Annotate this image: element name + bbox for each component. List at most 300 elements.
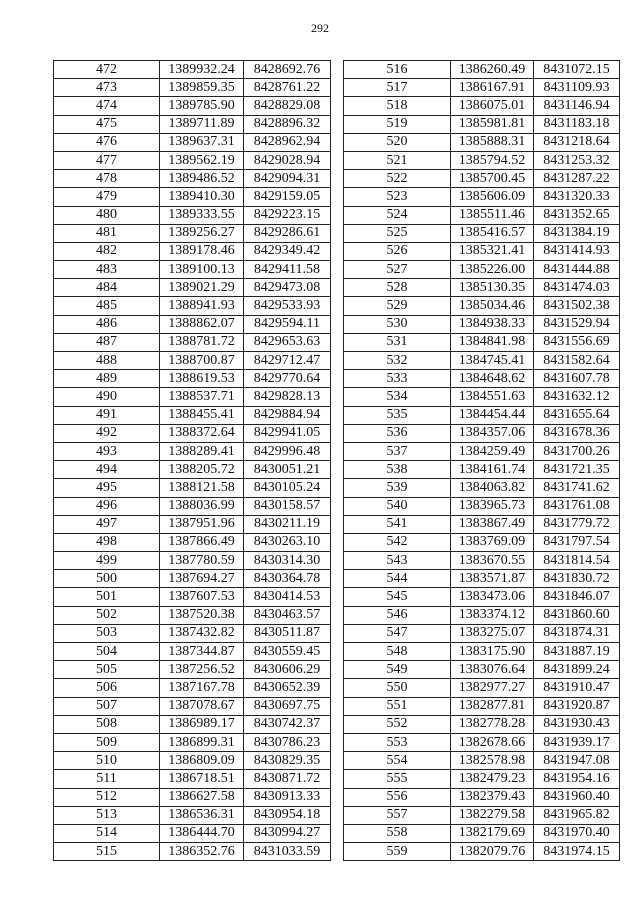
y-coordinate-cell: 8431072.15 <box>534 61 620 79</box>
y-coordinate-cell: 8431846.07 <box>534 588 620 606</box>
table-row <box>54 479 331 497</box>
x-coordinate-cell: 1389100.13 <box>160 261 244 279</box>
table-row <box>344 824 620 842</box>
y-coordinate-cell: 8430652.39 <box>244 679 331 697</box>
y-coordinate-cell: 8430954.18 <box>244 806 331 824</box>
y-coordinate-cell: 8430511.87 <box>244 624 331 642</box>
point-number-cell: 548 <box>344 643 451 661</box>
x-coordinate-cell: 1385034.46 <box>451 297 534 315</box>
table-row <box>54 333 331 351</box>
point-number-cell: 551 <box>344 697 451 715</box>
table-row <box>344 297 620 315</box>
table-row <box>344 151 620 169</box>
y-coordinate-cell: 8430742.37 <box>244 715 331 733</box>
x-coordinate-cell: 1383076.64 <box>451 661 534 679</box>
y-coordinate-cell: 8428692.76 <box>244 61 331 79</box>
table-row <box>54 606 331 624</box>
x-coordinate-cell: 1382179.69 <box>451 824 534 842</box>
x-coordinate-cell: 1385606.09 <box>451 188 534 206</box>
point-number-cell: 507 <box>54 697 160 715</box>
table-row <box>54 661 331 679</box>
y-coordinate-cell: 8429533.93 <box>244 297 331 315</box>
table-row <box>344 679 620 697</box>
point-number-cell: 539 <box>344 479 451 497</box>
point-number-cell: 481 <box>54 224 160 242</box>
y-coordinate-cell: 8431607.78 <box>534 370 620 388</box>
table-row <box>54 406 331 424</box>
x-coordinate-cell: 1382877.81 <box>451 697 534 715</box>
table-row <box>54 733 331 751</box>
y-coordinate-cell: 8430414.53 <box>244 588 331 606</box>
x-coordinate-cell: 1384357.06 <box>451 424 534 442</box>
x-coordinate-cell: 1389859.35 <box>160 79 244 97</box>
y-coordinate-cell: 8430559.45 <box>244 643 331 661</box>
coordinate-table-right <box>343 60 620 861</box>
x-coordinate-cell: 1384259.49 <box>451 442 534 460</box>
y-coordinate-cell: 8431797.54 <box>534 533 620 551</box>
point-number-cell: 534 <box>344 388 451 406</box>
y-coordinate-cell: 8431887.19 <box>534 643 620 661</box>
page-number: 292 <box>311 21 329 35</box>
y-coordinate-cell: 8429996.48 <box>244 442 331 460</box>
x-coordinate-cell: 1383769.09 <box>451 533 534 551</box>
x-coordinate-cell: 1384161.74 <box>451 461 534 479</box>
table-row <box>54 97 331 115</box>
table-row <box>344 442 620 460</box>
point-number-cell: 500 <box>54 570 160 588</box>
point-number-cell: 515 <box>54 843 160 861</box>
point-number-cell: 476 <box>54 133 160 151</box>
table-row <box>54 170 331 188</box>
table-row <box>54 752 331 770</box>
y-coordinate-cell: 8431502.38 <box>534 297 620 315</box>
x-coordinate-cell: 1384648.62 <box>451 370 534 388</box>
y-coordinate-cell: 8431414.93 <box>534 242 620 260</box>
point-number-cell: 542 <box>344 533 451 551</box>
x-coordinate-cell: 1385321.41 <box>451 242 534 260</box>
y-coordinate-cell: 8429653.63 <box>244 333 331 351</box>
point-number-cell: 531 <box>344 333 451 351</box>
point-number-cell: 510 <box>54 752 160 770</box>
x-coordinate-cell: 1385416.57 <box>451 224 534 242</box>
point-number-cell: 517 <box>344 79 451 97</box>
point-number-cell: 482 <box>54 242 160 260</box>
y-coordinate-cell: 8431954.16 <box>534 770 620 788</box>
table-row <box>54 588 331 606</box>
point-number-cell: 537 <box>344 442 451 460</box>
x-coordinate-cell: 1382379.43 <box>451 788 534 806</box>
x-coordinate-cell: 1386444.70 <box>160 824 244 842</box>
point-number-cell: 475 <box>54 115 160 133</box>
x-coordinate-cell: 1389785.90 <box>160 97 244 115</box>
x-coordinate-cell: 1382279.58 <box>451 806 534 824</box>
y-coordinate-cell: 8429884.94 <box>244 406 331 424</box>
x-coordinate-cell: 1388619.53 <box>160 370 244 388</box>
table-row <box>54 461 331 479</box>
y-coordinate-cell: 8431529.94 <box>534 315 620 333</box>
y-coordinate-cell: 8430364.78 <box>244 570 331 588</box>
table-row <box>54 552 331 570</box>
y-coordinate-cell: 8430051.21 <box>244 461 331 479</box>
point-number-cell: 479 <box>54 188 160 206</box>
y-coordinate-cell: 8429712.47 <box>244 352 331 370</box>
point-number-cell: 519 <box>344 115 451 133</box>
x-coordinate-cell: 1383275.07 <box>451 624 534 642</box>
x-coordinate-cell: 1385700.45 <box>451 170 534 188</box>
point-number-cell: 509 <box>54 733 160 751</box>
y-coordinate-cell: 8429094.31 <box>244 170 331 188</box>
point-number-cell: 529 <box>344 297 451 315</box>
x-coordinate-cell: 1387520.38 <box>160 606 244 624</box>
x-coordinate-cell: 1389410.30 <box>160 188 244 206</box>
point-number-cell: 559 <box>344 843 451 861</box>
table-row <box>344 733 620 751</box>
y-coordinate-cell: 8430829.35 <box>244 752 331 770</box>
x-coordinate-cell: 1386899.31 <box>160 733 244 751</box>
point-number-cell: 538 <box>344 461 451 479</box>
x-coordinate-cell: 1388455.41 <box>160 406 244 424</box>
table-row <box>54 79 331 97</box>
x-coordinate-cell: 1387256.52 <box>160 661 244 679</box>
y-coordinate-cell: 8430913.33 <box>244 788 331 806</box>
point-number-cell: 516 <box>344 61 451 79</box>
x-coordinate-cell: 1384745.41 <box>451 352 534 370</box>
table-row <box>54 679 331 697</box>
point-number-cell: 552 <box>344 715 451 733</box>
point-number-cell: 505 <box>54 661 160 679</box>
table-row <box>344 533 620 551</box>
point-number-cell: 491 <box>54 406 160 424</box>
y-coordinate-cell: 8430697.75 <box>244 697 331 715</box>
table-row <box>344 170 620 188</box>
point-number-cell: 488 <box>54 352 160 370</box>
point-number-cell: 520 <box>344 133 451 151</box>
y-coordinate-cell: 8430105.24 <box>244 479 331 497</box>
table-row <box>54 370 331 388</box>
y-coordinate-cell: 8429411.58 <box>244 261 331 279</box>
point-number-cell: 483 <box>54 261 160 279</box>
point-number-cell: 480 <box>54 206 160 224</box>
point-number-cell: 506 <box>54 679 160 697</box>
point-number-cell: 518 <box>344 97 451 115</box>
table-row <box>344 661 620 679</box>
coordinate-table-left-body <box>54 61 331 861</box>
table-row <box>344 352 620 370</box>
point-number-cell: 504 <box>54 643 160 661</box>
x-coordinate-cell: 1387866.49 <box>160 533 244 551</box>
point-number-cell: 487 <box>54 333 160 351</box>
table-row <box>344 333 620 351</box>
x-coordinate-cell: 1385130.35 <box>451 279 534 297</box>
table-row <box>344 206 620 224</box>
table-row <box>344 570 620 588</box>
y-coordinate-cell: 8431582.64 <box>534 352 620 370</box>
y-coordinate-cell: 8429028.94 <box>244 151 331 169</box>
table-row <box>54 133 331 151</box>
point-number-cell: 526 <box>344 242 451 260</box>
x-coordinate-cell: 1382778.28 <box>451 715 534 733</box>
y-coordinate-cell: 8431109.93 <box>534 79 620 97</box>
x-coordinate-cell: 1386989.17 <box>160 715 244 733</box>
table-row <box>344 697 620 715</box>
x-coordinate-cell: 1389711.89 <box>160 115 244 133</box>
x-coordinate-cell: 1382479.23 <box>451 770 534 788</box>
point-number-cell: 497 <box>54 515 160 533</box>
x-coordinate-cell: 1389486.52 <box>160 170 244 188</box>
y-coordinate-cell: 8431899.24 <box>534 661 620 679</box>
x-coordinate-cell: 1386536.31 <box>160 806 244 824</box>
point-number-cell: 498 <box>54 533 160 551</box>
y-coordinate-cell: 8429159.05 <box>244 188 331 206</box>
y-coordinate-cell: 8431930.43 <box>534 715 620 733</box>
x-coordinate-cell: 1384551.63 <box>451 388 534 406</box>
table-row <box>54 315 331 333</box>
x-coordinate-cell: 1383473.06 <box>451 588 534 606</box>
x-coordinate-cell: 1388289.41 <box>160 442 244 460</box>
y-coordinate-cell: 8429286.61 <box>244 224 331 242</box>
table-row <box>54 206 331 224</box>
y-coordinate-cell: 8430314.30 <box>244 552 331 570</box>
y-coordinate-cell: 8429828.13 <box>244 388 331 406</box>
table-row <box>344 406 620 424</box>
x-coordinate-cell: 1388205.72 <box>160 461 244 479</box>
table-row <box>344 715 620 733</box>
x-coordinate-cell: 1384841.98 <box>451 333 534 351</box>
y-coordinate-cell: 8428896.32 <box>244 115 331 133</box>
x-coordinate-cell: 1387344.87 <box>160 643 244 661</box>
point-number-cell: 501 <box>54 588 160 606</box>
point-number-cell: 524 <box>344 206 451 224</box>
point-number-cell: 541 <box>344 515 451 533</box>
y-coordinate-cell: 8431761.08 <box>534 497 620 515</box>
x-coordinate-cell: 1385888.31 <box>451 133 534 151</box>
point-number-cell: 530 <box>344 315 451 333</box>
x-coordinate-cell: 1384454.44 <box>451 406 534 424</box>
y-coordinate-cell: 8429941.05 <box>244 424 331 442</box>
point-number-cell: 474 <box>54 97 160 115</box>
x-coordinate-cell: 1383374.12 <box>451 606 534 624</box>
coordinate-table-left <box>53 60 331 861</box>
table-row <box>54 697 331 715</box>
x-coordinate-cell: 1387694.27 <box>160 570 244 588</box>
y-coordinate-cell: 8430871.72 <box>244 770 331 788</box>
x-coordinate-cell: 1387607.53 <box>160 588 244 606</box>
y-coordinate-cell: 8431146.94 <box>534 97 620 115</box>
table-row <box>54 224 331 242</box>
point-number-cell: 556 <box>344 788 451 806</box>
y-coordinate-cell: 8431033.59 <box>244 843 331 861</box>
x-coordinate-cell: 1382578.98 <box>451 752 534 770</box>
x-coordinate-cell: 1386718.51 <box>160 770 244 788</box>
point-number-cell: 546 <box>344 606 451 624</box>
point-number-cell: 547 <box>344 624 451 642</box>
point-number-cell: 533 <box>344 370 451 388</box>
table-row <box>344 588 620 606</box>
table-row <box>344 497 620 515</box>
table-row <box>344 770 620 788</box>
y-coordinate-cell: 8429349.42 <box>244 242 331 260</box>
y-coordinate-cell: 8428761.22 <box>244 79 331 97</box>
point-number-cell: 513 <box>54 806 160 824</box>
table-row <box>54 352 331 370</box>
x-coordinate-cell: 1388036.99 <box>160 497 244 515</box>
point-number-cell: 544 <box>344 570 451 588</box>
point-number-cell: 484 <box>54 279 160 297</box>
point-number-cell: 555 <box>344 770 451 788</box>
x-coordinate-cell: 1389333.55 <box>160 206 244 224</box>
table-row <box>54 151 331 169</box>
point-number-cell: 532 <box>344 352 451 370</box>
point-number-cell: 477 <box>54 151 160 169</box>
x-coordinate-cell: 1389178.46 <box>160 242 244 260</box>
y-coordinate-cell: 8430994.27 <box>244 824 331 842</box>
y-coordinate-cell: 8428962.94 <box>244 133 331 151</box>
y-coordinate-cell: 8431874.31 <box>534 624 620 642</box>
x-coordinate-cell: 1387951.96 <box>160 515 244 533</box>
y-coordinate-cell: 8431678.36 <box>534 424 620 442</box>
table-row <box>54 788 331 806</box>
table-row <box>344 115 620 133</box>
table-row <box>54 115 331 133</box>
x-coordinate-cell: 1385226.00 <box>451 261 534 279</box>
table-row <box>344 188 620 206</box>
y-coordinate-cell: 8431947.08 <box>534 752 620 770</box>
point-number-cell: 486 <box>54 315 160 333</box>
y-coordinate-cell: 8430158.57 <box>244 497 331 515</box>
point-number-cell: 495 <box>54 479 160 497</box>
x-coordinate-cell: 1389256.27 <box>160 224 244 242</box>
y-coordinate-cell: 8431218.64 <box>534 133 620 151</box>
point-number-cell: 511 <box>54 770 160 788</box>
y-coordinate-cell: 8429223.15 <box>244 206 331 224</box>
x-coordinate-cell: 1388372.64 <box>160 424 244 442</box>
table-row <box>344 515 620 533</box>
y-coordinate-cell: 8431253.32 <box>534 151 620 169</box>
point-number-cell: 536 <box>344 424 451 442</box>
x-coordinate-cell: 1386260.49 <box>451 61 534 79</box>
table-row <box>54 297 331 315</box>
x-coordinate-cell: 1383867.49 <box>451 515 534 533</box>
y-coordinate-cell: 8431970.40 <box>534 824 620 842</box>
x-coordinate-cell: 1382678.66 <box>451 733 534 751</box>
table-row <box>54 242 331 260</box>
table-row <box>344 843 620 861</box>
x-coordinate-cell: 1382977.27 <box>451 679 534 697</box>
point-number-cell: 493 <box>54 442 160 460</box>
y-coordinate-cell: 8431741.62 <box>534 479 620 497</box>
table-row <box>54 533 331 551</box>
table-row <box>54 424 331 442</box>
table-row <box>54 624 331 642</box>
x-coordinate-cell: 1387078.67 <box>160 697 244 715</box>
x-coordinate-cell: 1389562.19 <box>160 151 244 169</box>
y-coordinate-cell: 8431556.69 <box>534 333 620 351</box>
y-coordinate-cell: 8431655.64 <box>534 406 620 424</box>
point-number-cell: 527 <box>344 261 451 279</box>
x-coordinate-cell: 1388781.72 <box>160 333 244 351</box>
point-number-cell: 514 <box>54 824 160 842</box>
point-number-cell: 512 <box>54 788 160 806</box>
x-coordinate-cell: 1389932.24 <box>160 61 244 79</box>
table-row <box>344 752 620 770</box>
y-coordinate-cell: 8430263.10 <box>244 533 331 551</box>
y-coordinate-cell: 8431830.72 <box>534 570 620 588</box>
point-number-cell: 550 <box>344 679 451 697</box>
y-coordinate-cell: 8431474.03 <box>534 279 620 297</box>
point-number-cell: 473 <box>54 79 160 97</box>
table-row <box>344 242 620 260</box>
point-number-cell: 499 <box>54 552 160 570</box>
y-coordinate-cell: 8431183.18 <box>534 115 620 133</box>
table-row <box>54 824 331 842</box>
y-coordinate-cell: 8431860.60 <box>534 606 620 624</box>
point-number-cell: 549 <box>344 661 451 679</box>
point-number-cell: 503 <box>54 624 160 642</box>
x-coordinate-cell: 1383175.90 <box>451 643 534 661</box>
x-coordinate-cell: 1389021.29 <box>160 279 244 297</box>
table-row <box>344 315 620 333</box>
table-row <box>54 442 331 460</box>
x-coordinate-cell: 1385511.46 <box>451 206 534 224</box>
x-coordinate-cell: 1388537.71 <box>160 388 244 406</box>
point-number-cell: 522 <box>344 170 451 188</box>
table-row <box>344 97 620 115</box>
y-coordinate-cell: 8428829.08 <box>244 97 331 115</box>
table-row <box>344 806 620 824</box>
point-number-cell: 523 <box>344 188 451 206</box>
y-coordinate-cell: 8430463.57 <box>244 606 331 624</box>
y-coordinate-cell: 8431632.12 <box>534 388 620 406</box>
x-coordinate-cell: 1388941.93 <box>160 297 244 315</box>
table-row <box>54 188 331 206</box>
x-coordinate-cell: 1386627.58 <box>160 788 244 806</box>
table-row <box>344 606 620 624</box>
x-coordinate-cell: 1383670.55 <box>451 552 534 570</box>
x-coordinate-cell: 1384938.33 <box>451 315 534 333</box>
table-row <box>54 497 331 515</box>
point-number-cell: 525 <box>344 224 451 242</box>
table-row <box>344 388 620 406</box>
table-row <box>54 770 331 788</box>
y-coordinate-cell: 8429770.64 <box>244 370 331 388</box>
table-row <box>344 61 620 79</box>
y-coordinate-cell: 8431960.40 <box>534 788 620 806</box>
y-coordinate-cell: 8431965.82 <box>534 806 620 824</box>
table-row <box>54 570 331 588</box>
y-coordinate-cell: 8431910.47 <box>534 679 620 697</box>
point-number-cell: 535 <box>344 406 451 424</box>
table-row <box>344 224 620 242</box>
x-coordinate-cell: 1385981.81 <box>451 115 534 133</box>
x-coordinate-cell: 1385794.52 <box>451 151 534 169</box>
x-coordinate-cell: 1387780.59 <box>160 552 244 570</box>
y-coordinate-cell: 8431287.22 <box>534 170 620 188</box>
table-row <box>344 552 620 570</box>
table-row <box>54 806 331 824</box>
table-row <box>344 624 620 642</box>
table-row <box>344 461 620 479</box>
table-row <box>344 370 620 388</box>
y-coordinate-cell: 8430786.23 <box>244 733 331 751</box>
point-number-cell: 543 <box>344 552 451 570</box>
y-coordinate-cell: 8431721.35 <box>534 461 620 479</box>
x-coordinate-cell: 1383965.73 <box>451 497 534 515</box>
y-coordinate-cell: 8431384.19 <box>534 224 620 242</box>
point-number-cell: 492 <box>54 424 160 442</box>
table-row <box>54 388 331 406</box>
x-coordinate-cell: 1389637.31 <box>160 133 244 151</box>
y-coordinate-cell: 8430606.29 <box>244 661 331 679</box>
